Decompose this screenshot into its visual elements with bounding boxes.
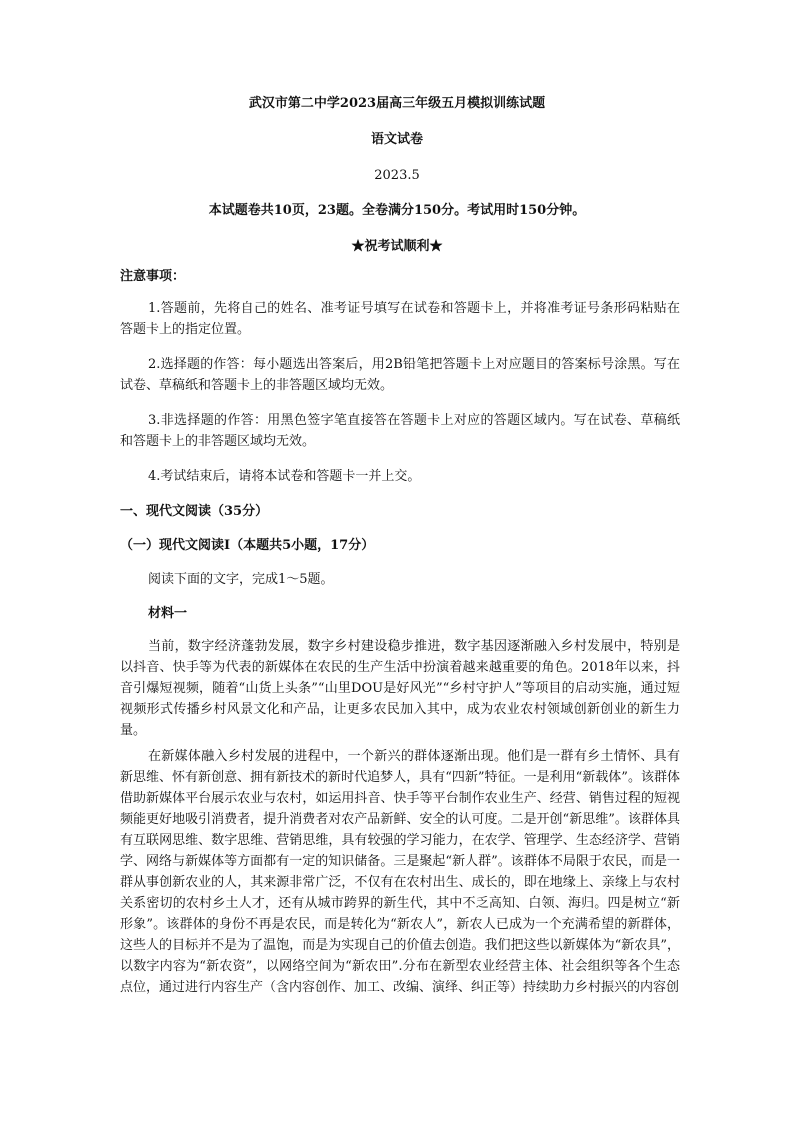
exam-title: 武汉市第二中学2023届高三年级五月模拟训练试题 [248, 96, 546, 111]
notice-item: 2.选择题的作答：每小题选出答案后，用2B铅笔把答题卡上对应题目的答案标号涂黑。写在试卷、草稿纸和答题卡上的非答题区域均无效。 [120, 357, 680, 393]
material-paragraph: 当前，数字经济蓬勃发展，数字乡村建设稳步推进，数字基因逐渐融入乡村发展中，特别是以抖音、快手等为代表的新媒体在农民的生产生活中扮演着越来越重要的角色。2018年以来，抖音引爆短视频，随着“山货上头条”“山里DOU是好风光”“乡村守护人”等项目的启动实施，通过短视频形式传播乡村风景文化和产品，让更多农民加入其中，成为农业农村领域创新创业的新生力量。 [120, 639, 680, 738]
section-heading: 一、现代文阅读（35分） [120, 504, 269, 519]
exam-date: 2023.5 [374, 168, 420, 183]
subsection-heading: （一）现代文阅读Ⅰ（本题共5小题，17分） [120, 538, 375, 553]
exam-info: 本试题卷共10页，23题。全卷满分150分。考试用时150分钟。 [208, 203, 586, 218]
material-label: 材料一 [148, 606, 188, 621]
paper-subtitle: 语文试卷 [370, 132, 423, 147]
material-paragraph: 在新媒体融入乡村发展的进程中，一个新兴的群体逐渐出现。他们是一群有乡土情怀、具有新思维、怀有新创意、拥有新技术的新时代追梦人，具有“四新”特征。一是利用“新载体”。该群体借助新媒体平台展示农业与农村，如运用抖音、快手等平台制作农业生产、经营、销售过程的短视频能更好地吸引消费者，提升消费者对农产品新鲜、安全的认可度。二是开创“新思维”。该群体具有互联网思维、数字思维、营销思维，具有较强的学习能力，在农学、管理学、生态经济学、营销学、网络与新媒体等方面都有一定的知识储备。三是聚起“新人群”。该群体不局限于农民，而是一群从事创新农业的人，其来源非常广泛，不仅有在农村出生、成长的，即在地缘上、亲缘上与农村关系密切的农村乡土人才，还有从城市跨界的新生代，其中不乏高知、白领、海归。四是树立“新形象”。该群体的身份不再是农民，而是转化为“新农人”，新农人已成为一个充满希望的新群体，这些人的目标并不是为了温饱，而是为实现自己的价值去创造。我们把这些以新媒体为“新农具”，以数字内容为“新农资”，以网络空间为“新农田”.分布在新型农业经营主体、社会组织等各个生态点位，通过进行内容生产（含内容创作、加工、改编、演绎、纠正等）持续助力乡村振兴的内容创 [120, 749, 680, 995]
notice-heading: 注意事项： [120, 269, 186, 284]
notice-item: 1.答题前，先将自己的姓名、准考证号填写在试卷和答题卡上，并将准考证号条形码粘贴在答题卡上的指定位置。 [120, 301, 680, 337]
notice-item: 4.考试结束后，请将本试卷和答题卡一并上交。 [148, 469, 421, 484]
reading-instruction: 阅读下面的文字，完成1～5题。 [148, 572, 334, 587]
notice-item: 3.非选择题的作答：用黑色签字笔直接答在答题卡上对应的答题区域内。写在试卷、草稿纸和答题卡上的非答题区域均无效。 [120, 413, 680, 449]
good-luck-line: ★祝考试顺利★ [351, 239, 443, 254]
